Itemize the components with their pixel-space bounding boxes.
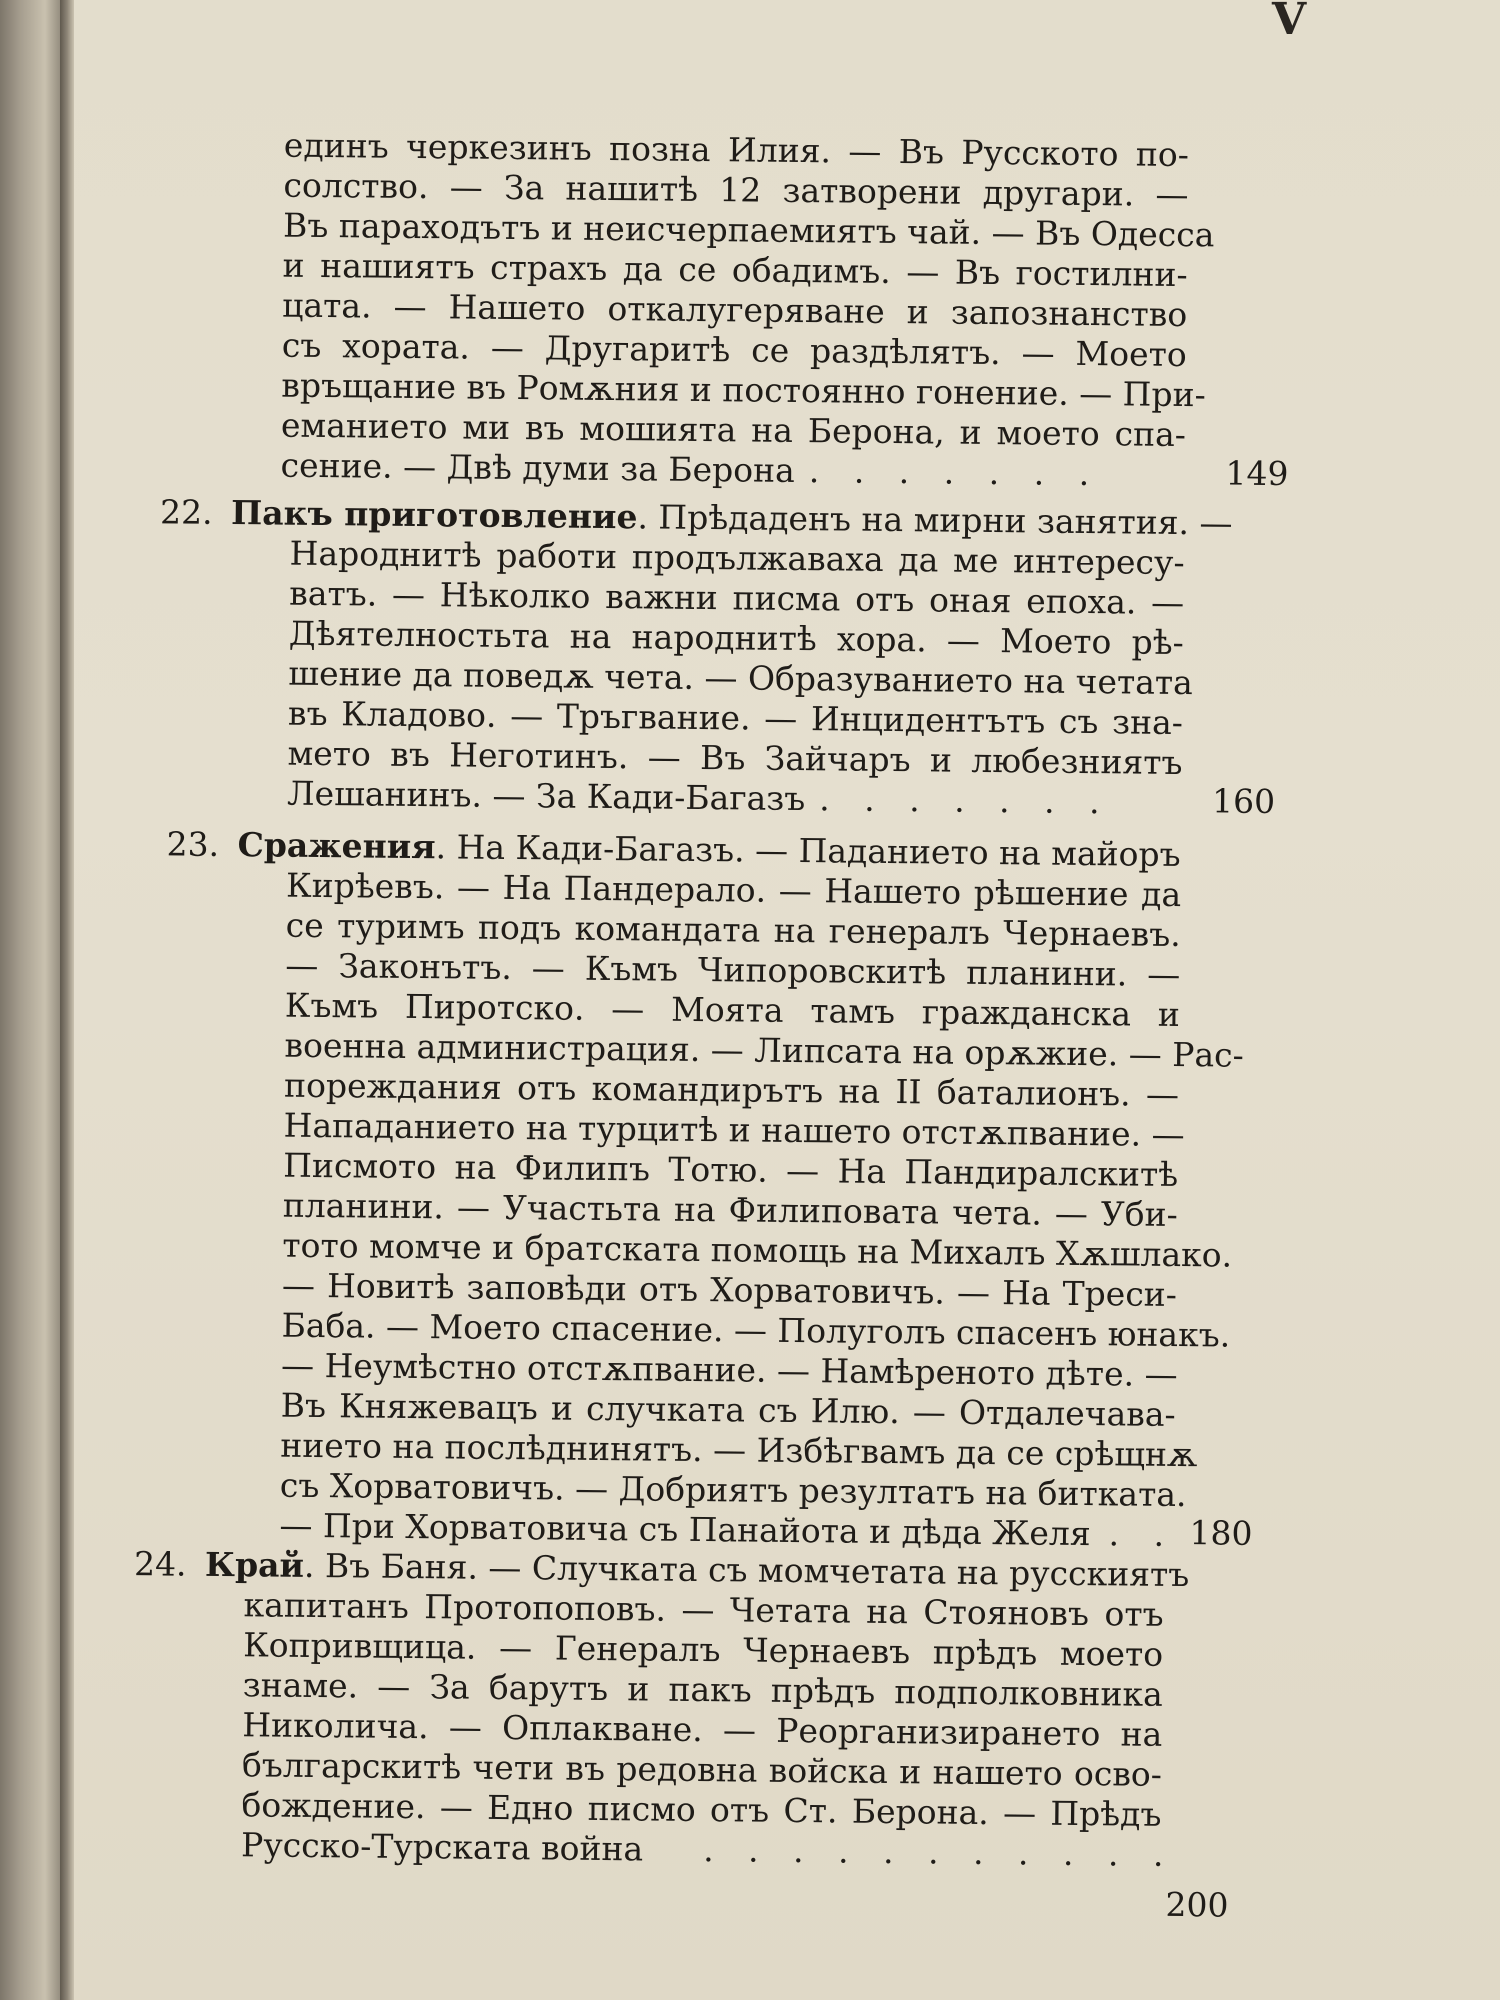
toc-line: мето въ Неготинъ. — Въ Зайчаръ и любезниятъ [287,733,1183,783]
toc-line: знаме. — За барутъ и пакъ прѣдъ подполковника [242,1665,1163,1714]
toc-line: и нашиятъ страхъ да се обадимъ. — Въ гостилни- [282,245,1188,295]
toc-line: Въ параходътъ и неисчерпаемиятъ чай. — Въ Одесса [282,205,1215,255]
toc-line: въ Кладово. — Тръгвание. — Инцидентътъ съ зна- [287,693,1184,743]
toc-line-text: — При Хорватовича съ Панайота и дѣда Желя [279,1505,1091,1554]
toc-line-text: Лешанинъ. — За Кади-Багазъ [286,773,806,819]
toc-line-last [280,446,1101,495]
toc-line-last [241,1825,1176,1875]
toc-line: еманието ми въ мошията на Берона, и моето спа- [280,405,1187,455]
toc-line: капитанъ Протопоповъ. — Четата на Стояновъ отъ [243,1585,1164,1634]
toc-page-number: 149 [1225,453,1289,494]
chapter-number: 23. [166,824,220,864]
toc-line: пореждания отъ командирътъ на II баталионъ. — [283,1065,1180,1115]
toc-line-text: . Въ Баня. — Случката съ момчетата на русскиятъ [303,1545,1190,1595]
chapter-title: Пакъ приготовление [230,493,638,537]
toc-line: нието на послѣднинятъ. — Избѣгвамъ да се срѣщнѫ [280,1425,1198,1475]
chapter-number: 22. [159,492,213,532]
toc-line: българскитѣ чети въ редовна войска и нашето осво- [241,1745,1163,1794]
toc-line: — Новитѣ заповѣди отъ Хорватовичъ. — На Треси- [281,1265,1178,1315]
toc-line: Народнитѣ работи продължаваха да ме интересу- [289,533,1185,583]
dot-leader: . . . . . . . [808,451,1102,494]
chapter-title: Край [204,1544,305,1585]
toc-line: Николича. — Оплакване. — Реорганизирането на [242,1705,1163,1754]
toc-line: Въ Княжевацъ и случката съ Илю. — Отдалечава- [280,1385,1176,1435]
toc-line: — Законътъ. — Къмъ Чипоровскитѣ планини. — [285,945,1181,995]
dot-leader: . . . . . . . . . . . [702,1830,1176,1875]
toc-line: военна администрация. — Липсата на орѫжие. — Рас- [284,1025,1244,1075]
toc-line: единъ черкезинъ позна Илия. — Въ Русското по- [283,125,1190,175]
toc-line: връщание въ Ромѫния и постоянно гонение. — При- [281,365,1206,415]
toc-line-text: Русско-Турската война [240,1825,644,1869]
toc-line-last [287,774,1112,823]
dot-leader: . . [1108,1514,1177,1555]
toc-line: Копривщица. — Генералъ Чернаевъ прѣдъ моето [243,1625,1164,1674]
toc-page-number: 180 [1189,1513,1253,1553]
toc-line: солство. — За нашитѣ 12 затворени другари. — [283,165,1189,215]
toc-line: планини. — Участьта на Филиповата чета. — Уби- [282,1185,1178,1235]
page-number: V [1272,0,1307,45]
toc-line: бождение. — Едно писмо отъ Ст. Берона. — Прѣдъ [241,1785,1162,1834]
toc-page-number: 160 [1211,781,1276,822]
toc-line: ватъ. — Нѣколко важни писма отъ оная епоха. — [289,573,1185,623]
chapter-number: 24. [133,1544,187,1584]
toc-line: Нападанието на турцитѣ и нашето отстѫпвание. — [283,1105,1185,1155]
toc-line: Дѣятелностьта на народнитѣ хора. — Моето рѣ- [288,613,1184,663]
toc-line: Писмото на Филипъ Тотю. — На Пандиралскитѣ [283,1145,1179,1195]
toc-line: шение да поведѫ чета. — Образуванието на четата [288,653,1194,703]
chapter-title: Сражения [237,825,436,867]
toc-page-number: 200 [1165,1884,1229,1925]
toc-line-text: . На Кади-Багазъ. — Паданието на майоръ [435,827,1181,875]
toc-line: Кирѣевъ. — На Пандерало. — Нашето рѣшение да [285,865,1182,915]
toc-line: се туримъ подъ командата на генералъ Чернаевъ. [285,905,1181,955]
toc-line: — Неумѣстно отстѫпвание. — Намѣреното дѣте. — [280,1345,1178,1395]
toc-line: цата. — Нашето откалугеряване и запознанство [282,285,1188,335]
toc-line: съ Хорватовичъ. — Добриятъ резултатъ на битката. [279,1465,1187,1515]
toc-line: съ хората. — Другаритѣ се раздѣлятъ. — Моето [281,325,1187,375]
toc-line-text: . Прѣдаденъ на мирни занятия. — [637,497,1233,543]
toc-line-text: сение. — Двѣ думи за Берона [280,445,796,490]
toc-line: тото момче и братската помощь на Михалъ Хѫшлако. [282,1225,1233,1275]
toc-line: Къмъ Пиротско. — Моята тамъ гражданска и [284,985,1181,1035]
toc-line: Баба. — Моето спасение. — Полуголъ спасенъ юнакъ. [281,1305,1231,1355]
dot-leader: . . . . . . . [819,779,1112,822]
